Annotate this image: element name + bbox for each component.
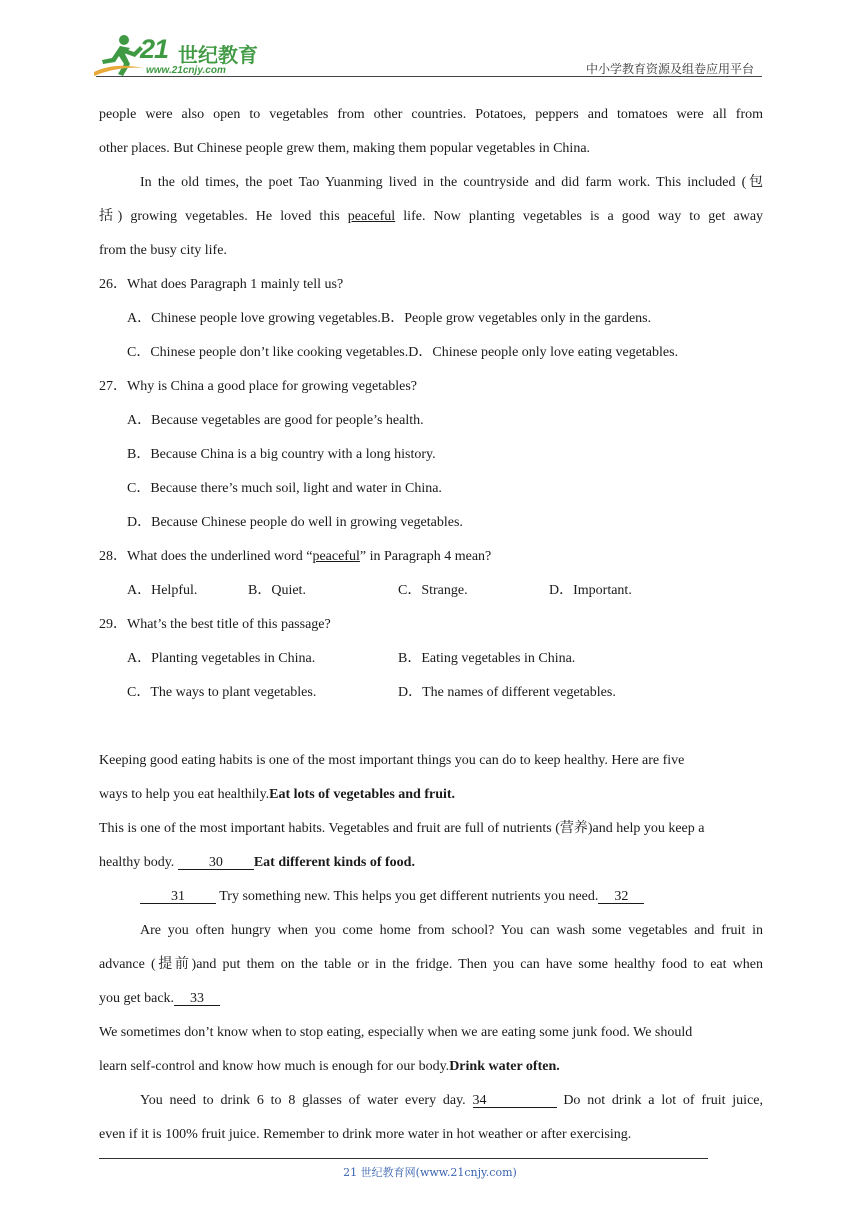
passage1-line: In the old times, the poet Tao Yuanming lived in the countryside and did farm work. This included (包 [140, 175, 763, 190]
section-heading: Drink water often. [449, 1059, 560, 1074]
blank-32[interactable]: 32 [598, 885, 644, 904]
option-b[interactable]: B．Because China is a big country with a long history. [127, 447, 436, 462]
option-c[interactable]: C．Strange. [398, 583, 468, 598]
question-26-options-row [99, 302, 763, 336]
passage2-line [99, 982, 763, 1016]
question-29-options-row [99, 642, 763, 676]
runner-logo-icon [94, 34, 146, 78]
passage2-line [99, 880, 763, 914]
passage2-line: Are you often hungry when you come home from school? You can wash some vegetables and fruit in [140, 923, 763, 938]
logo-text: 世纪教育 [178, 43, 258, 67]
passage2-text: ways to help you eat healthily. [99, 787, 270, 802]
footer-divider [99, 1158, 708, 1159]
passage1-text: 括) growing vegetables. He loved this [99, 209, 340, 224]
passage2-text: healthy body. [99, 855, 175, 870]
passage2-line [99, 846, 763, 880]
option-a[interactable]: A．Chinese people love growing vegetables. [127, 311, 381, 326]
question-26-stem: 26．What does Paragraph 1 mainly tell us? [99, 277, 344, 292]
blank-30[interactable]: 30 [178, 851, 254, 870]
question-28-stem [99, 540, 763, 574]
passage2-text: Do not drink a lot of fruit juice, [563, 1093, 763, 1108]
passage2-text: Try something new. This helps you get different nutrients you need. [219, 889, 599, 904]
passage2-line: advance (提前)and put them on the table or in the fridge. Then you can have some healthy food to eat when [99, 957, 763, 972]
passage2-line: We sometimes don’t know when to stop eating, especially when we are eating some junk food. We should [99, 1025, 693, 1040]
option-c[interactable]: C．Because there’s much soil, light and water in China. [127, 481, 442, 496]
passage1-line [99, 200, 763, 234]
option-d[interactable]: D．Because Chinese people do well in growing vegetables. [127, 515, 463, 530]
passage2-line: This is one of the most important habits. Vegetables and fruit are full of nutrients (营养)and help you keep a [99, 821, 705, 836]
passage1-line: people were also open to vegetables from other countries. Potatoes, peppers and tomatoes were all from [99, 107, 763, 122]
passage1-line: other places. But Chinese people grew them, making them popular vegetables in China. [99, 141, 591, 156]
site-name: 中小学教育资源及组卷应用平台 [585, 62, 754, 76]
passage1-text: life. Now planting vegetables is a good way to get away [403, 209, 763, 224]
underlined-word: peaceful [347, 209, 396, 224]
passage2-text: You need to drink 6 to 8 glasses of water every day. [140, 1093, 466, 1108]
section-heading: Eat lots of vegetables and fruit. [269, 787, 456, 802]
option-a[interactable]: A．Helpful. [127, 583, 198, 598]
option-b[interactable]: B．Eating vegetables in China. [398, 651, 576, 666]
passage2-line: Keeping good eating habits is one of the most important things you can do to keep healthy. Here are five [99, 753, 685, 768]
page-content [99, 98, 763, 1152]
passage2-text: learn self-control and know how much is enough for our body. [99, 1059, 450, 1074]
page-header [0, 0, 860, 80]
passage2-line [99, 1084, 763, 1118]
question-27-stem: 27．Why is China a good place for growing vegetables? [99, 379, 418, 394]
blank-31[interactable]: 31 [140, 885, 216, 904]
question-29-stem: 29．What’s the best title of this passage? [99, 617, 331, 632]
blank-33[interactable]: 33 [174, 987, 220, 1006]
passage2-text: you get back. [99, 991, 175, 1006]
option-d[interactable]: D．Important. [549, 583, 632, 598]
option-c[interactable]: C．The ways to plant vegetables. [127, 685, 317, 700]
option-b[interactable]: B．People grow vegetables only in the gardens. [380, 311, 652, 326]
option-d[interactable]: D．The names of different vegetables. [398, 685, 616, 700]
option-a[interactable]: A．Because vegetables are good for people’s health. [127, 413, 424, 428]
page-footer: 21 世纪教育网(www.21cnjy.com) [343, 1166, 517, 1179]
site-logo [94, 34, 264, 78]
logo-url: www.21cnjy.com [146, 65, 226, 76]
passage1-line: from the busy city life. [99, 243, 227, 258]
question-26-options-row [99, 336, 763, 370]
option-d[interactable]: D．Chinese people only love eating vegetables. [408, 345, 679, 360]
logo-number: 21 [140, 34, 169, 64]
option-a[interactable]: A．Planting vegetables in China. [127, 651, 316, 666]
blank-34[interactable]: 34 [473, 1089, 557, 1108]
option-c[interactable]: C．Chinese people don’t like cooking vegetables. [127, 345, 409, 360]
underlined-word: peaceful [312, 549, 360, 564]
section-gap [99, 710, 763, 744]
section-heading: Eat different kinds of food. [253, 855, 415, 870]
question-29-options-row [99, 676, 763, 710]
option-b[interactable]: B．Quiet. [248, 583, 306, 598]
passage2-line: even if it is 100% fruit juice. Remember to drink more water in hot weather or after exercising. [99, 1127, 632, 1142]
passage2-line [99, 778, 763, 812]
question-28-options-row [99, 574, 763, 608]
question-text: ” in Paragraph 4 mean? [359, 549, 492, 564]
passage2-line [99, 1050, 763, 1084]
question-text: 28．What does the underlined word “ [99, 549, 313, 564]
header-divider [96, 76, 762, 77]
